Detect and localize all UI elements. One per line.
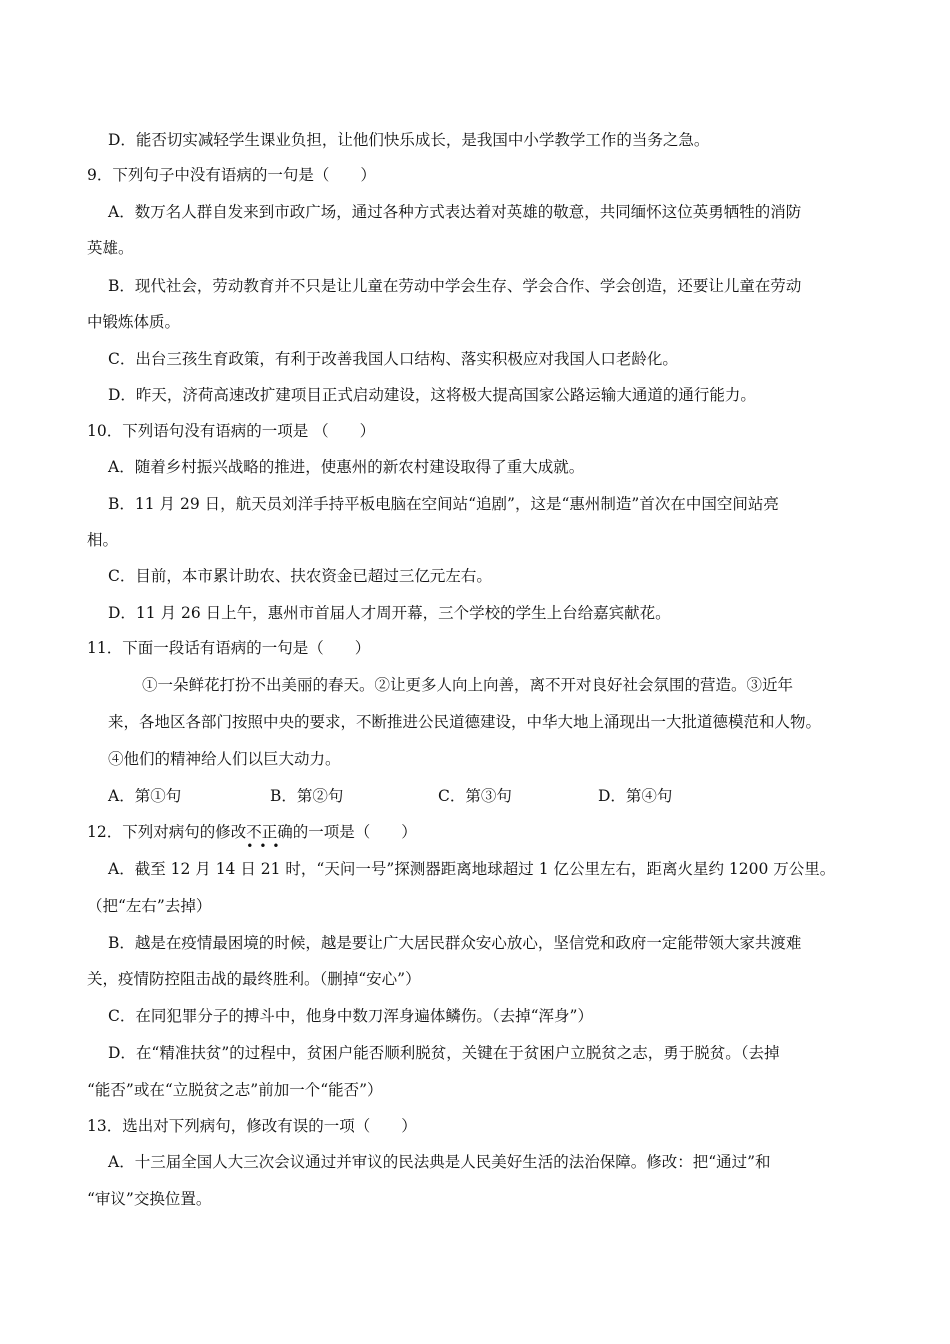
q10-option-a: A．随着乡村振兴战略的推进，使惠州的新农村建设取得了重大成就。: [108, 458, 585, 476]
q13-stem: 13．选出对下列病句，修改有误的一项（ ）: [87, 1117, 417, 1135]
q9-stem: 9．下列句子中没有语病的一句是（ ）: [87, 166, 376, 184]
q9-option-a-line2: 英雄。: [87, 239, 134, 257]
q12-stem: [87, 822, 417, 853]
q12-option-b-line1: B．越是在疫情最困境的时候，越是要让广大居民群众安心放心，坚信党和政府一定能带领大家共渡难: [108, 934, 802, 952]
q10-option-b-line1: B．11 月 29 日，航天员刘洋手持平板电脑在空间站“追剧”，这是“惠州制造”首次在中国空间站亮: [108, 495, 779, 513]
q12-stem-suffix: 的一项是（ ）: [292, 823, 417, 841]
q9-option-b-line2: 中锻炼体质。: [87, 313, 181, 331]
q12-option-d-line1: D．在“精准扶贫”的过程中，贫困户能否顺利脱贫，关键在于贫困户立脱贫之志，勇于脱贫。（去掉: [108, 1044, 780, 1062]
q10-stem: 10．下列语句没有语病的一项是 （ ）: [87, 422, 376, 440]
q12-stem-prefix: 12．下列对病句的修改: [87, 823, 247, 841]
q11-passage-line1: ①一朵鲜花打扮不出美丽的春天。②让更多人向上向善，离不开对良好社会氛围的营造。③近年: [142, 676, 794, 694]
q12-option-a-line1: A．截至 12 月 14 日 21 时，“天问一号”探测器距离地球超过 1 亿公里左右，距离火星约 1200 万公里。: [108, 860, 836, 878]
q12-option-b-line2: 关，疫情防控阻击战的最终胜利。（删掉“安心”）: [87, 970, 421, 988]
q13-option-a-line1: A．十三届全国人大三次会议通过并审议的民法典是人民美好生活的法治保障。修改：把“通过”和: [108, 1153, 771, 1171]
q9-option-c: C．出台三孩生育政策，有利于改善我国人口结构、落实积极应对我国人口老龄化。: [108, 350, 678, 368]
q10-option-d: D．11 月 26 日上午，惠州市首届人才周开幕，三个学校的学生上台给嘉宾献花。: [108, 604, 671, 622]
q11-option-c: C．第③句: [438, 787, 512, 805]
q11-option-a: A．第①句: [108, 787, 182, 805]
q8-option-d: D．能否切实减轻学生课业负担，让他们快乐成长，是我国中小学教学工作的当务之急。: [108, 131, 710, 149]
emphasis-dots: •••: [246, 839, 286, 853]
q10-option-c: C．目前，本市累计助农、扶农资金已超过三亿元左右。: [108, 567, 492, 585]
q9-option-d: D．昨天，济荷高速改扩建项目正式启动建设，这将极大提高国家公路运输大通道的通行能力。: [108, 386, 756, 404]
q11-option-d: D．第④句: [598, 787, 673, 805]
q9-option-a-line1: A．数万名人群自发来到市政广场，通过各种方式表达着对英雄的敬意，共同缅怀这位英勇牺牲的消防: [108, 203, 802, 221]
q12-emphasis-text: 不正确: [246, 823, 293, 841]
q12-option-a-line2: （把“左右”去掉）: [87, 897, 212, 915]
q11-stem: 11．下面一段话有语病的一句是（ ）: [87, 639, 371, 657]
q12-option-d-line2: “能否”或在“立脱贫之志”前加一个“能否”）: [87, 1081, 383, 1099]
q11-option-b: B．第②句: [270, 787, 344, 805]
q10-option-b-line2: 相。: [87, 531, 119, 549]
q11-passage-line2: 来，各地区各部门按照中央的要求，不断推进公民道德建设，中华大地上涌现出一大批道德模范和人物。: [108, 713, 822, 731]
q11-passage-line3: ④他们的精神给人们以巨大动力。: [108, 750, 341, 768]
q13-option-a-line2: “审议”交换位置。: [87, 1190, 212, 1208]
q12-stem-emphasis: [246, 823, 293, 853]
q9-option-b-line1: B．现代社会，劳动教育并不只是让儿童在劳动中学会生存、学会合作、学会创造，还要让儿童在劳动: [108, 277, 802, 295]
q12-option-c: C．在同犯罪分子的搏斗中，他身中数刀浑身遍体鳞伤。（去掉“浑身”）: [108, 1007, 593, 1025]
